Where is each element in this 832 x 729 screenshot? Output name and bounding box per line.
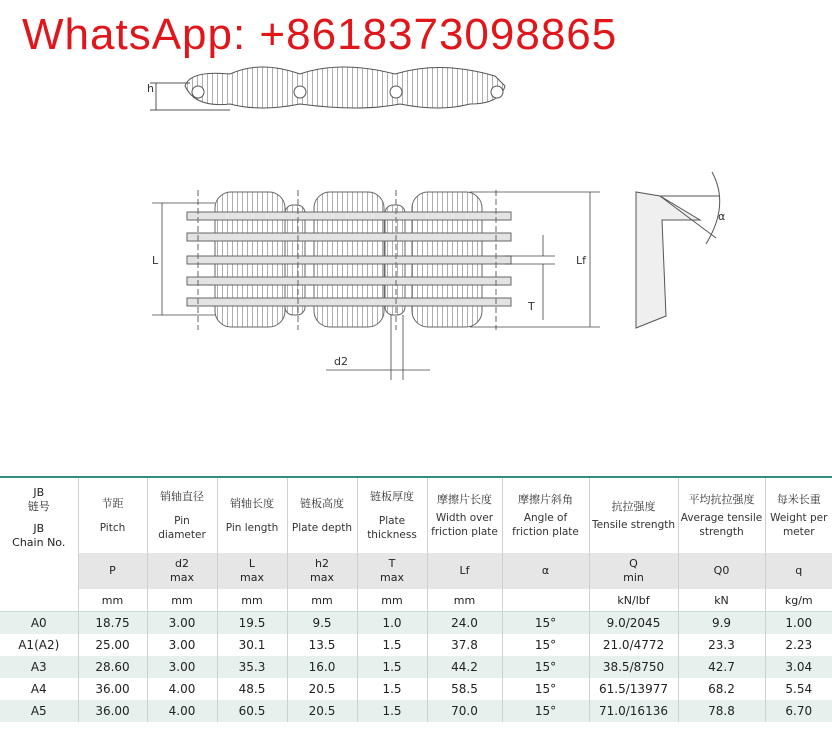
table-row	[0, 678, 832, 700]
unit-cell: mm	[147, 589, 217, 612]
value-cell: 4.00	[147, 678, 217, 700]
col-symbol: Q0	[678, 553, 765, 589]
unit-cell	[0, 589, 78, 612]
value-cell: 1.00	[765, 612, 832, 635]
value-cell: 1.5	[357, 656, 427, 678]
chain-jb-label-2: JB	[33, 522, 45, 535]
value-cell: 3.00	[147, 656, 217, 678]
value-cell: 5.54	[765, 678, 832, 700]
label-h: h	[147, 82, 154, 95]
value-cell: 36.00	[78, 678, 147, 700]
value-cell: 19.5	[217, 612, 287, 635]
chain-no-cell: A3	[0, 656, 78, 678]
value-cell: 28.60	[78, 656, 147, 678]
table-row	[0, 656, 832, 678]
col-symbol: T max	[357, 553, 427, 589]
value-cell: 25.00	[78, 634, 147, 656]
chain-spec-table	[0, 476, 832, 722]
value-cell: 3.00	[147, 612, 217, 635]
unit-cell: mm	[78, 589, 147, 612]
value-cell: 15°	[502, 700, 589, 722]
value-cell: 1.0	[357, 612, 427, 635]
unit-cell: mm	[217, 589, 287, 612]
value-cell: 15°	[502, 678, 589, 700]
unit-cell	[502, 589, 589, 612]
value-cell: 35.3	[217, 656, 287, 678]
unit-cell: mm	[357, 589, 427, 612]
value-cell: 9.5	[287, 612, 357, 635]
col-symbol: L max	[217, 553, 287, 589]
value-cell: 60.5	[217, 700, 287, 722]
value-cell: 21.0/4772	[589, 634, 678, 656]
col-header: 平均抗拉强度 Average tensile strength	[678, 477, 765, 553]
value-cell: 58.5	[427, 678, 502, 700]
col-symbol: Q min	[589, 553, 678, 589]
label-d2: d2	[334, 355, 348, 368]
col-symbol: Lf	[427, 553, 502, 589]
value-cell: 3.04	[765, 656, 832, 678]
chain-en-label: Chain No.	[12, 536, 66, 549]
col-header: 每米长重 Weight per meter	[765, 477, 832, 553]
col-header: 销轴直径 Pin diameter	[147, 477, 217, 553]
value-cell: 68.2	[678, 678, 765, 700]
unit-cell: mm	[427, 589, 502, 612]
label-T: T	[528, 300, 535, 313]
value-cell: 38.5/8750	[589, 656, 678, 678]
chain-no-cell: A5	[0, 700, 78, 722]
col-symbol: α	[502, 553, 589, 589]
chain-no-header	[0, 477, 78, 589]
value-cell: 4.00	[147, 700, 217, 722]
value-cell: 37.8	[427, 634, 502, 656]
value-cell: 71.0/16136	[589, 700, 678, 722]
value-cell: 24.0	[427, 612, 502, 635]
col-header: 链板厚度 Plate thickness	[357, 477, 427, 553]
unit-cell: mm	[287, 589, 357, 612]
unit-cell: kN	[678, 589, 765, 612]
value-cell: 1.5	[357, 678, 427, 700]
col-header: 抗拉强度 Tensile strength	[589, 477, 678, 553]
value-cell: 20.5	[287, 700, 357, 722]
col-symbol: h2 max	[287, 553, 357, 589]
col-header: 销轴长度 Pin length	[217, 477, 287, 553]
header-names-row	[0, 477, 832, 553]
col-header: 链板高度 Plate depth	[287, 477, 357, 553]
label-alpha: α	[718, 210, 726, 223]
value-cell: 1.5	[357, 634, 427, 656]
value-cell: 42.7	[678, 656, 765, 678]
value-cell: 23.3	[678, 634, 765, 656]
col-symbol: d2 max	[147, 553, 217, 589]
chain-jb-label: JB	[33, 486, 45, 499]
chain-cn-label: 链号	[27, 500, 50, 513]
label-L: L	[152, 254, 159, 267]
value-cell: 18.75	[78, 612, 147, 635]
value-cell: 15°	[502, 612, 589, 635]
unit-cell: kN/lbf	[589, 589, 678, 612]
chain-no-cell: A4	[30, 682, 47, 696]
whatsapp-banner: WhatsApp: +8618373098865	[22, 10, 618, 59]
value-cell: 2.23	[765, 634, 832, 656]
table-row	[0, 634, 832, 656]
value-cell: 9.9	[678, 612, 765, 635]
value-cell: 20.5	[287, 678, 357, 700]
value-cell: 61.5/13977	[589, 678, 678, 700]
col-symbol: P	[78, 553, 147, 589]
value-cell: 48.5	[217, 678, 287, 700]
unit-cell: kg/m	[765, 589, 832, 612]
table-row	[0, 612, 832, 635]
col-header: 摩擦片长度 Width over friction plate	[427, 477, 502, 553]
friction-plate-angle-detail	[636, 172, 720, 328]
table-row	[0, 700, 832, 722]
value-cell: 3.00	[147, 634, 217, 656]
col-header: 节距 Pitch	[78, 477, 147, 553]
units-row	[0, 589, 832, 612]
value-cell: 1.5	[357, 700, 427, 722]
value-cell: 6.70	[765, 700, 832, 722]
value-cell: 44.2	[427, 656, 502, 678]
header-symbols-row	[0, 553, 832, 589]
label-Lf: Lf	[576, 254, 587, 267]
value-cell: 78.8	[678, 700, 765, 722]
chain-no-cell: A1(A2)	[18, 638, 60, 652]
col-header: 摩擦片斜角 Angle of friction plate	[502, 477, 589, 553]
chain-no-cell: A0	[0, 612, 78, 635]
value-cell: 30.1	[217, 634, 287, 656]
value-cell: 9.0/2045	[589, 612, 678, 635]
col-symbol: q	[765, 553, 832, 589]
value-cell: 13.5	[287, 634, 357, 656]
value-cell: 36.00	[78, 700, 147, 722]
top-view	[187, 190, 511, 330]
value-cell: 15°	[502, 634, 589, 656]
value-cell: 16.0	[287, 656, 357, 678]
value-cell: 15°	[502, 656, 589, 678]
value-cell: 70.0	[427, 700, 502, 722]
side-view	[150, 67, 505, 110]
